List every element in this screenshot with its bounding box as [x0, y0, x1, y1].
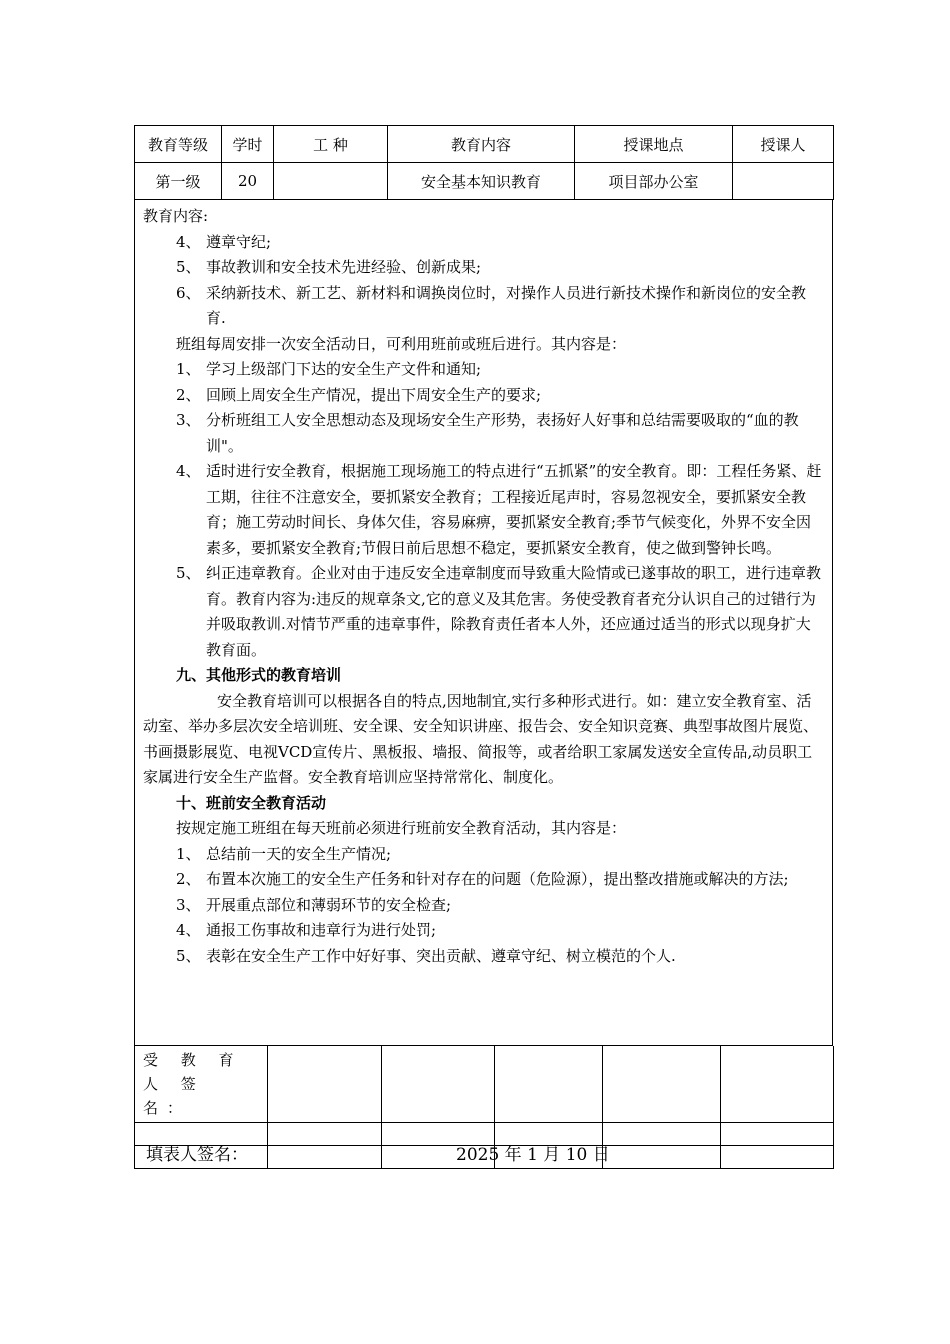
col-education-level: 教育等级 [135, 126, 222, 163]
item-number: 5、 [176, 564, 201, 582]
item-text: 回顾上周安全生产情况，提出下周安全生产的要求; [206, 385, 542, 404]
item-number: 5、 [176, 258, 201, 276]
col-content: 教育内容 [388, 126, 575, 163]
signature-cell[interactable] [721, 1146, 834, 1169]
item-number: 5、 [176, 946, 201, 965]
signature-cell[interactable] [721, 1123, 834, 1146]
col-hours: 学时 [222, 126, 274, 163]
signature-cell[interactable] [495, 1046, 603, 1123]
list-item [143, 867, 824, 893]
col-lecturer: 授课人 [733, 126, 834, 163]
signature-cell[interactable] [603, 1046, 721, 1123]
item-text: 采纳新技术、新工艺、新材料和调换岗位时，对操作人员进行新技术操作和新岗位的安全教育. [206, 283, 807, 327]
item-number: 4、 [176, 462, 201, 480]
item-text: 适时进行安全教育，根据施工现场施工的特点进行“五抓紧”的安全教育。即：工程任务紧、赶工期，往往不注意安全，要抓紧安全教育；工程接近尾声时，容易忽视安全，要抓紧安全教育；施工劳动时间长、身体欠佳，容易麻痹，要抓紧安全教育;季节气候变化，外界不安全因素多，要抓紧安全教育;节假日前后思想不稳定，要抓紧安全教育，使之做到警钟长鸣。 [206, 462, 822, 557]
col-location: 授课地点 [575, 126, 733, 163]
list-item [143, 230, 824, 256]
item-text: 事故教训和安全技术先进经验、创新成果; [206, 258, 482, 276]
header-row [135, 126, 834, 163]
item-text: 学习上级部门下达的安全生产文件和通知; [206, 360, 482, 378]
education-record-form [134, 125, 833, 1169]
item-text: 总结前一天的安全生产情况; [206, 844, 392, 863]
list-item [143, 383, 824, 409]
list-item [143, 408, 824, 459]
cell-education-level: 第一级 [135, 163, 222, 200]
item-text: 分析班组工人安全思想动态及现场安全生产形势，表扬好人好事和总结需要吸取的“血的教训"。 [206, 411, 799, 455]
item-number: 4、 [176, 232, 201, 251]
signature-cell[interactable] [721, 1046, 834, 1123]
item-text: 开展重点部位和薄弱环节的安全检查; [206, 895, 452, 914]
cell-hours: 20 [222, 163, 274, 200]
signature-cell[interactable] [603, 1146, 721, 1169]
cell-lecturer [733, 163, 834, 200]
item-number: 2、 [176, 870, 201, 888]
section-intro-10: 按规定施工班组在每天班前必须进行班前安全教育活动，其内容是： [176, 819, 627, 837]
list-item [143, 357, 824, 383]
signature-cell[interactable] [268, 1146, 382, 1169]
item-number: 2、 [176, 385, 201, 404]
signature-cell[interactable] [268, 1046, 382, 1123]
list-item [143, 255, 824, 281]
form-date: 2025 年 1 月 10 日 [456, 1145, 610, 1165]
signature-cell[interactable] [268, 1123, 382, 1146]
col-work-type: 工 种 [274, 126, 388, 163]
signature-cell[interactable] [382, 1046, 495, 1123]
signature-row [135, 1046, 834, 1123]
cell-location: 项目部办公室 [575, 163, 733, 200]
item-number: 4、 [176, 921, 201, 939]
content-cell [134, 200, 833, 1046]
item-text: 表彰在安全生产工作中好好事、突出贡献、遵章守纪、树立模范的个人. [206, 946, 676, 965]
list-item [143, 281, 824, 332]
list-item [143, 918, 824, 944]
filler-signature-label: 填表人签名： [146, 1145, 248, 1165]
list-item [143, 459, 824, 561]
section-paragraph-9: 安全教育培训可以根据各自的特点,因地制宜,实行多种形式进行。如：建立安全教育室、活动室、举办多层次安全培训班、安全课、安全知识讲座、报告会、安全知识竞赛、典型事故图片展览、书画摄影展览、电视VCD宣传片、黑板报、墙报、简报等，或者给职工家属发送安全宣传品,动员职工家属进行安全生产监督。安全教育培训应坚持常常化、制度化。 [143, 691, 819, 786]
list-item [143, 842, 824, 868]
signature-label: 受 教 育 人 签 名： [135, 1046, 268, 1123]
item-number: 3、 [176, 895, 201, 914]
cell-work-type [274, 163, 388, 200]
item-text: 遵章守纪; [206, 232, 272, 251]
signature-cell[interactable] [603, 1123, 721, 1146]
item-number: 3、 [176, 411, 201, 429]
list-item [143, 893, 824, 919]
content-label: 教育内容: [143, 207, 209, 225]
form-footer [146, 1140, 610, 1165]
cell-content: 安全基本知识教育 [388, 163, 575, 200]
item-text: 通报工伤事故和违章行为进行处罚; [206, 921, 437, 939]
weekly-intro: 班组每周安排一次安全活动日，可利用班前或班后进行。其内容是： [176, 334, 627, 353]
item-number: 1、 [176, 360, 201, 378]
item-number: 1、 [176, 844, 201, 863]
list-item [143, 944, 824, 970]
section-heading-10: 十、班前安全教育活动 [176, 793, 327, 812]
item-text: 布置本次施工的安全生产任务和针对存在的问题（危险源），提出整改措施或解决的方法; [206, 870, 789, 888]
data-row [135, 163, 834, 200]
item-text: 纠正违章教育。企业对由于违反安全违章制度而导致重大险情或已遂事故的职工，进行违章教育。教育内容为:违反的规章条文,它的意义及其危害。务使受教育者充分认识自己的过错行为并吸取教训.对情节严重的违章事件，除教育责任者本人外，还应通过适当的形式以现身扩大教育面。 [206, 564, 822, 659]
header-table [134, 125, 834, 200]
section-heading-9: 九、其他形式的教育培训 [176, 666, 342, 684]
item-number: 6、 [176, 283, 201, 302]
list-item [143, 561, 824, 663]
